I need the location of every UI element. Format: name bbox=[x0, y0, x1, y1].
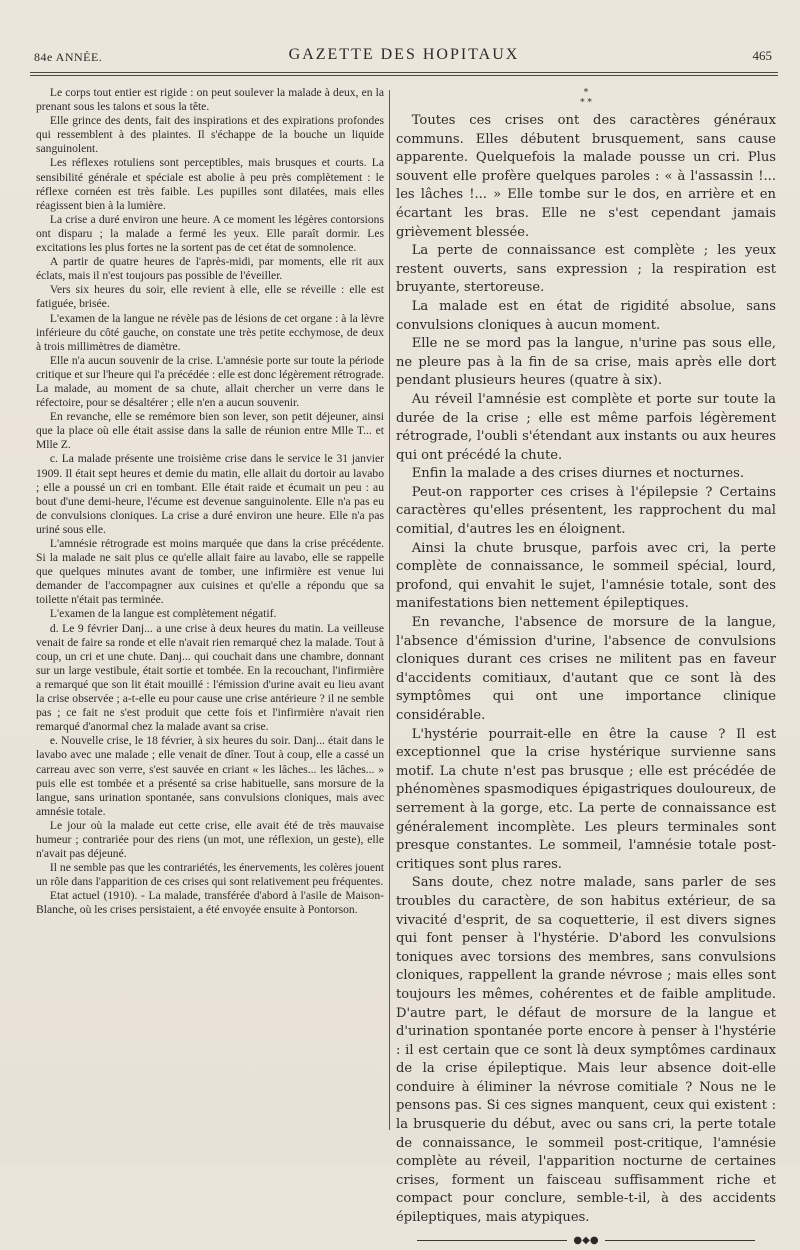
paragraph: La crise a duré environ une heure. A ce moment les légères contorsions ont disparu ; la malade a fermé les yeux. Elle paraît dormir. Les excitations les plus fortes ne la sortent pas de cet état de somnolence. bbox=[36, 212, 384, 255]
column-divider bbox=[389, 90, 390, 1130]
paragraph: L'amnésie rétrograde est moins marquée que dans la crise précédente. Si la malade ne sait plus ce qu'elle allait faire au lavabo, elle se rappelle que quelques minutes avant de tomber, une infirmière est venue lui demander de l'accompagner aux cuisines et qu'elle a répondu que sa toilette n'était pas terminée. bbox=[36, 537, 384, 607]
page-header bbox=[32, 46, 776, 68]
paragraph: e. Nouvelle crise, le 18 février, à six heures du soir. Danj... était dans le lavabo avec une malade ; elle venait de dîner. Tout à coup, elle a cassé un carreau avec son verre, s'est sauvée en criant « les lâches... les lâches... » puis elle est tombée et a présenté sa crise habituelle, sans morsure de la langue, sans urination spontanée, sans convulsions cloniques, mais avec amnésie totale. bbox=[36, 734, 384, 818]
paragraph: L'examen de la langue ne révèle pas de lésions de cet organe : à la lèvre inférieure du côté gauche, on constate une très petite ecchymose, de deux à trois millimètres de diamètre. bbox=[36, 311, 384, 353]
paragraph: Peut-on rapporter ces crises à l'épilepsie ? Certains caractères qu'elles présentent, les rapprochent du mal comitial, d'autres les en éloignent. bbox=[396, 484, 776, 538]
paragraph: Elle n'a aucun souvenir de la crise. L'amnésie porte sur toute la période critique et sur l'heure qui l'a précédée : elle est donc légèrement rétrograde. La malade, au moment de sa chute, allait chercher un verre dans le réfectoire, pour se désaltérer ; elle n'en a aucun souvenir. bbox=[36, 353, 384, 410]
paragraph: La perte de connaissance est complète ; les yeux restent ouverts, sans expression ; la respiration est bruyante, stertoreuse. bbox=[396, 243, 776, 296]
paragraph: d. Le 9 février Danj... a une crise à deux heures du matin. La veilleuse venait de faire sa ronde et elle n'avait rien remarqué chez la malade. Tout à coup, un cri et une chute. Danj... qui couchait dans une chambre, donnant sur un large vestibule, était sortie et tombée. En la recouchant, l'infirmière a remarqué que son lit était mouillé : l'émission d'urine avait eu lieu avant la crise observée ; a-t-elle eu pour cause une crise antérieure ? il ne semble pas ; ce fait ne s'est produit que cette fois et l'infirmière n'avait rien remarqué d'anormal chez la malade avant sa crise. bbox=[36, 621, 384, 734]
paragraph: Le corps tout entier est rigide : on peut soulever la malade à deux, en la prenant sous les talons et sous la tête. bbox=[36, 86, 384, 114]
paragraph: A partir de quatre heures de l'après-midi, par moments, elle rit aux éclats, mais il n'est toujours pas possible de l'éveiller. bbox=[36, 255, 384, 283]
journal-title: GAZETTE DES HOPITAUX bbox=[288, 46, 520, 63]
paragraph: Etat actuel (1910). - La malade, transférée d'abord à l'asile de Maison-Blanche, où les crises persistaient, a été envoyée ensuite à Pontorson. bbox=[36, 889, 384, 917]
left-column bbox=[36, 86, 384, 918]
paragraph: Le jour où la malade eut cette crise, elle avait été de très mauvaise humeur ; contrariée pour des riens (un mot, une réflexion, un geste), elle n'avait pas déjeuné. bbox=[36, 818, 384, 861]
paragraph: Elle grince des dents, fait des inspirations et des expirations profondes qui ressemblent à des plaintes. Il s'échappe de la bouche un liquide sanguinolent. bbox=[36, 114, 384, 156]
paragraph: Ainsi la chute brusque, parfois avec cri, la perte complète de connaissance, le sommeil spécial, lourd, profond, qui envahit le sujet, l'amnésie totale, sont des manifestations bien nettement épileptiques. bbox=[396, 540, 776, 612]
paragraph: Elle ne se mord pas la langue, n'urine pas sous elle, ne pleure pas à la fin de sa crise, mais après elle dort pendant plusieurs heures (quatre à six). bbox=[396, 336, 776, 389]
paragraph: Les réflexes rotuliens sont perceptibles, mais brusques et courts. La sensibilité générale et spéciale est abolie à peu près complètement : le réflexe cornéen est très faible. Les pupilles sont dilatées, mais elles réagissent bien à la lumière. bbox=[36, 156, 384, 212]
paragraph: c. La malade présente une troisième crise dans le service le 31 janvier 1909. Il était sept heures et demie du matin, elle allait du dortoir au lavabo ; elle a poussé un cri en tombant. Elle était raide et écumait un peu : au bout d'une demi-heure, l'écume est devenue sanguinolente. Elle n'a pas eu de convulsions cloniques. La crise a duré environ une heure. Elle n'a pas uriné sous elle. bbox=[36, 452, 384, 536]
paragraph: En revanche, l'absence de morsure de la langue, l'absence d'émission d'urine, l'absence de convulsions cloniques durant ces crises ne militent pas en faveur d'accidents comitiaux, d'autant que ce sont là des symptômes qui ont une importance clinique considérable. bbox=[396, 615, 776, 723]
paragraph: Au réveil l'amnésie est complète et porte sur toute la durée de la crise ; elle est même parfois légèrement rétrograde, l'oubli s'étendant aux instants ou aux heures qui ont précédé la chute. bbox=[396, 391, 776, 463]
paragraph: L'examen de la langue est complètement négatif. bbox=[49, 607, 277, 621]
right-column bbox=[396, 86, 776, 1250]
header-rule bbox=[30, 75, 778, 76]
issue-year: 84e ANNÉE. bbox=[34, 50, 103, 64]
header-rule bbox=[30, 72, 778, 73]
page-number: 465 bbox=[752, 48, 772, 63]
paragraph: En revanche, elle se remémore bien son lever, son petit déjeuner, ainsi que la place où elle était assise dans la salle de réunion entre Mlle T... et Mlle Z. bbox=[36, 410, 384, 452]
paragraph: Il ne semble pas que les contrariétés, les énervements, les colères jouent un rôle dans l'apparition de ces crises qui sont relativement peu fréquentes. bbox=[36, 861, 384, 889]
section-stars: * * * bbox=[580, 88, 592, 108]
end-ornament: ●◆● bbox=[396, 1232, 776, 1250]
paragraph: Vers six heures du soir, elle revient à elle, elle se réveille : elle est fatiguée, brisée. bbox=[36, 283, 384, 311]
paragraph: L'hystérie pourrait-elle en être la cause ? Il est exceptionnel que la crise hystérique survienne sans motif. La chute n'est pas brusque ; elle est précédée de phénomènes spasmodiques épigastriques douloureux, de serrement à la gorge, etc. La perte de connaissance est généralement incomplète. Les pleurs terminales sont presque constantes. Le sommeil, l'amnésie totale post-critiques sont plus rares. bbox=[396, 726, 776, 872]
paragraph: Sans doute, chez notre malade, sans parler de ses troubles du caractère, de son habitus extérieur, de sa vivacité d'esprit, de sa coquetterie, il est divers signes qui font penser à l'hystérie. D'abord les convulsions toniques avec torsions des membres, sans convulsions cloniques, rappellent la grande névrose ; mais elles sont toujours les mêmes, cohérentes et de faible amplitude. D'autre part, le défaut de morsure de la langue et d'urination spontanée porte encore à penser à l'hystérie : il est certain que ce sont là deux symptômes cardinaux de la crise épileptique. Mais leur absence doit-elle conduire à éliminer la névrose comitiale ? Nous ne le pensons pas. Si ces signes manquent, ceux qui existent : la brusquerie du début, avec ou sans cri, la perte totale de connaissance, le sommeil post-critique, l'amnésie complète au réveil, l'apparition nocturne de certaines crises, forment un faisceau suffisamment riche et compact pour conclure, semble-t-il, à des accidents épileptiques, mais atypiques. bbox=[396, 875, 776, 1226]
paragraph: La malade est en état de rigidité absolue, sans convulsions cloniques à aucun moment. bbox=[396, 298, 776, 333]
paragraph: Toutes ces crises ont des caractères généraux communs. Elles débutent brusquement, sans cause apparente. Quelquefois la malade pousse un cri. Plus souvent elle profère quelques paroles : « à l'assassin !... les lâches !... » Elle tombe sur le dos, en arrière et en écartant les bras. Elle ne s'est cependant jamais grièvement blessée. bbox=[396, 113, 776, 240]
paragraph: Enfin la malade a des crises diurnes et nocturnes. bbox=[411, 466, 744, 482]
